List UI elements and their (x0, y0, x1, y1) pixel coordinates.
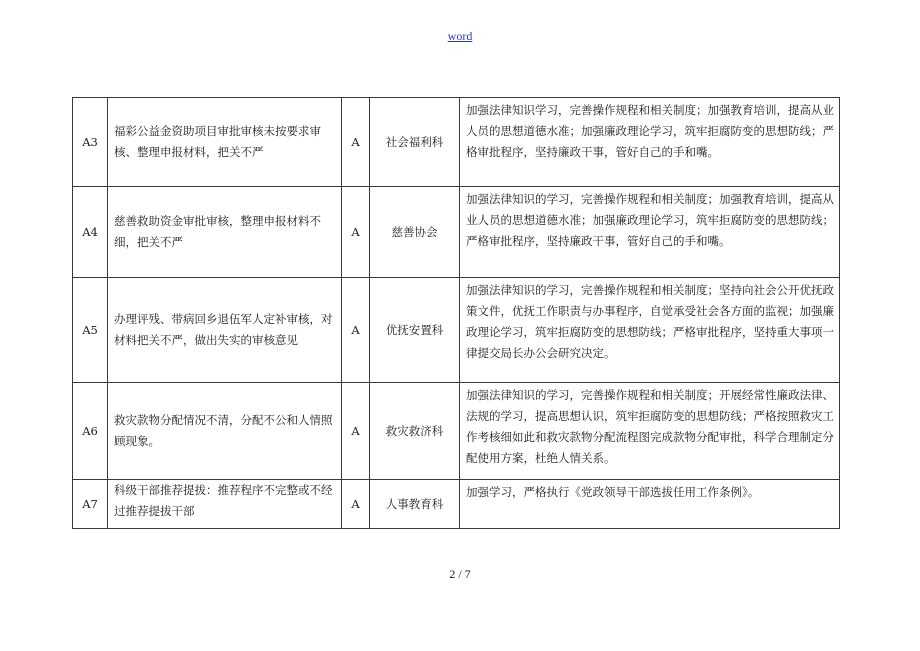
table-row (73, 278, 840, 383)
responsible-department: 优抚安置科 (370, 278, 460, 383)
risk-code: A5 (73, 278, 108, 383)
risk-level: A (342, 98, 370, 187)
prevention-measures: 加强法律知识学习，完善操作规程和相关制度；加强教育培训，提高从业人员的思想道德水准；加强廉政理论学习，筑牢拒腐防变的思想防线；严格审批程序，坚持廉政干事，管好自己的手和嘴。 (460, 98, 840, 187)
responsible-department: 人事教育科 (370, 480, 460, 529)
responsible-department: 慈善协会 (370, 187, 460, 278)
risk-code: A6 (73, 383, 108, 480)
risk-description: 救灾款物分配情况不清，分配不公和人情照顾现象。 (108, 383, 342, 480)
risk-description: 办理评残、带病回乡退伍军人定补审核，对材料把关不严，做出失实的审核意见 (108, 278, 342, 383)
risk-code: A3 (73, 98, 108, 187)
page-number: 2 / 7 (449, 567, 471, 581)
prevention-measures: 加强法律知识的学习，完善操作规程和相关制度；加强教育培训，提高从业人员的思想道德水准；加强廉政理论学习，筑牢拒腐防变的思想防线；严格审批程序，坚持廉政干事，管好自己的手和嘴。 (460, 187, 840, 278)
risk-table (72, 97, 840, 529)
table-row (73, 480, 840, 529)
table-row (73, 383, 840, 480)
risk-code: A7 (73, 480, 108, 529)
responsible-department: 救灾救济科 (370, 383, 460, 480)
risk-description: 福彩公益金资助项目审批审核未按要求审核、整理申报材料，把关不严 (108, 98, 342, 187)
header-word-link[interactable]: word (447, 29, 473, 43)
prevention-measures: 加强法律知识的学习，完善操作规程和相关制度；坚持向社会公开优抚政策文件，优抚工作职责与办事程序，自觉承受社会各方面的监视；加强廉政理论学习，筑牢拒腐防变的思想防线；严格审批程序，坚持重大事项一律提交局长办公会研究决定。 (460, 278, 840, 383)
risk-description: 慈善救助资金审批审核，整理申报材料不细，把关不严 (108, 187, 342, 278)
prevention-measures: 加强学习，严格执行《党政领导干部选拔任用工作条例》。 (460, 480, 840, 529)
responsible-department: 社会福利科 (370, 98, 460, 187)
risk-level: A (342, 383, 370, 480)
prevention-measures: 加强法律知识的学习，完善操作规程和相关制度；开展经常性廉政法律、法规的学习，提高思想认识，筑牢拒腐防变的思想防线；严格按照救灾工作考核细如此和救灾款物分配流程图完成款物分配审批，科学合理制定分配使用方案，杜绝人情关系。 (460, 383, 840, 480)
risk-description: 科级干部推荐提拔：推荐程序不完整或不经过推荐提拔干部 (108, 480, 342, 529)
risk-level: A (342, 278, 370, 383)
risk-code: A4 (73, 187, 108, 278)
risk-level: A (342, 187, 370, 278)
risk-level: A (342, 480, 370, 529)
table-row (73, 187, 840, 278)
table-row (73, 98, 840, 187)
